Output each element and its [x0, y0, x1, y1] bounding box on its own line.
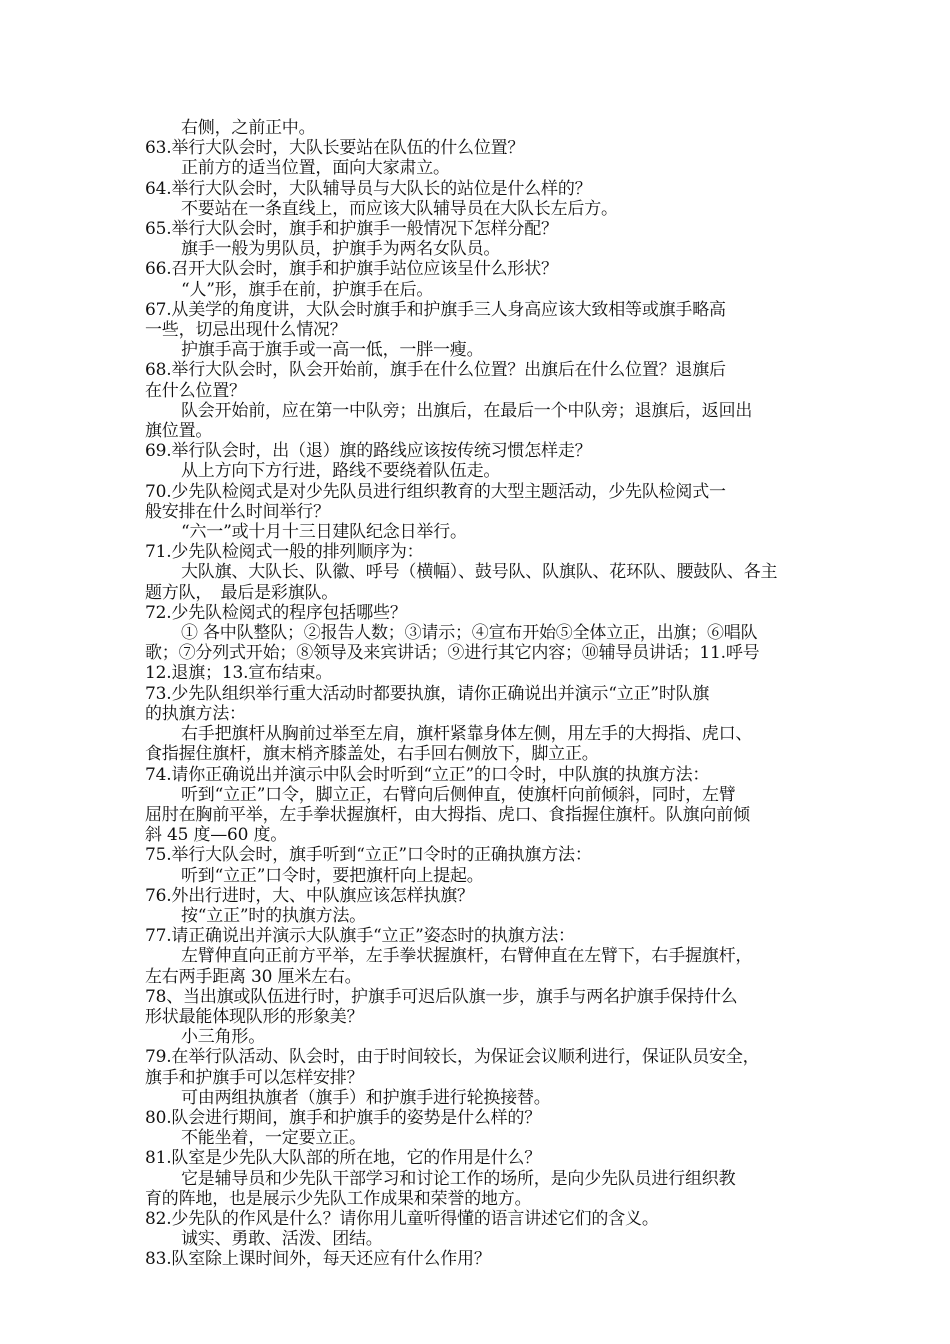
text-line: 旗手一般为男队员，护旗手为两名女队员。	[181, 239, 501, 260]
text-line: 在什么位置？	[145, 380, 246, 401]
text-line: 听到“立正”口令时，要把旗杆向上提起。	[181, 865, 484, 886]
text-line: 71.少先队检阅式一般的排列顺序为：	[145, 542, 424, 563]
text-line: 65.举行大队会时，旗手和护旗手一般情况下怎样分配？	[145, 219, 558, 240]
document-body	[145, 118, 807, 1270]
text-line: 育的阵地，也是展示少先队工作成果和荣誉的地方。	[145, 1188, 532, 1209]
text-line: 不要站在一条直线上，而应该大队辅导员在大队长左后方。	[181, 198, 618, 219]
text-line: “六一”或十月十三日建队纪念日举行。	[181, 522, 467, 543]
text-line: 按“立正”时的执旗方法。	[181, 905, 366, 926]
text-line: 69.举行队会时，出（退）旗的路线应该按传统习惯怎样走？	[145, 441, 592, 462]
text-line: 听到“立正”口令，脚立正，右臂向后侧伸直，使旗杆向前倾斜，同时，左臂	[181, 784, 736, 805]
text-line: 67.从美学的角度讲，大队会时旗手和护旗手三人身高应该大致相等或旗手略高	[145, 299, 726, 320]
text-line: 72.少先队检阅式的程序包括哪些？	[145, 602, 407, 623]
text-line: 68.举行大队会时，队会开始前，旗手在什么位置？出旗后在什么位置？退旗后	[145, 360, 726, 381]
text-line: 队会开始前，应在第一中队旁；出旗后，在最后一个中队旁；退旗后，返回出	[181, 400, 753, 421]
text-line: 屈肘在胸前平举，左手拳状握旗杆，由大拇指、虎口、食指握住旗杆。队旗向前倾	[145, 804, 750, 825]
text-line: 的执旗方法：	[145, 703, 246, 724]
text-line: 题方队， 最后是彩旗队。	[145, 582, 339, 603]
text-line: 83.队室除上课时间外，每天还应有什么作用？	[145, 1249, 491, 1270]
text-line: 可由两组执旗者（旗手）和护旗手进行轮换接替。	[181, 1087, 551, 1108]
text-line: 左臂伸直向正前方平举，左手拳状握旗杆，右臂伸直在左臂下，右手握旗杆，	[181, 946, 753, 967]
text-line: 77.请正确说出并演示大队旗手“立正”姿态时的执旗方法：	[145, 926, 575, 947]
text-line: 82.少先队的作风是什么？请你用儿童听得懂的语言讲述它们的含义。	[145, 1208, 659, 1229]
text-line: 右手把旗杆从胸前过举至左肩，旗杆紧靠身体左侧，用左手的大拇指、虎口、	[181, 724, 753, 745]
text-line: 70.少先队检阅式是对少先队员进行组织教育的大型主题活动，少先队检阅式一	[145, 481, 726, 502]
text-line: 75.举行大队会时，旗手听到“立正”口令时的正确执旗方法：	[145, 845, 592, 866]
text-line: 诚实、勇敢、活泼、团结。	[181, 1229, 383, 1250]
text-line: 79.在举行队活动、队会时，由于时间较长，为保证会议顺利进行，保证队员安全，	[145, 1047, 760, 1068]
text-line: 旗手和护旗手可以怎样安排？	[145, 1067, 364, 1088]
text-line: 大队旗、大队长、队徽、呼号（横幅）、鼓号队、队旗队、花环队、腰鼓队、各主	[181, 562, 778, 583]
text-line: 66.召开大队会时，旗手和护旗手站位应该呈什么形状？	[145, 259, 558, 280]
text-line: 护旗手高于旗手或一高一低，一胖一瘦。	[181, 340, 484, 361]
text-line: 不能坐着，一定要立正。	[181, 1128, 366, 1149]
text-line: 食指握住旗杆，旗末梢齐膝盖处，右手回右侧放下，脚立正。	[145, 744, 599, 765]
text-line: 12.退旗；13.宣布结束。	[145, 663, 333, 684]
text-line: 小三角形。	[181, 1027, 265, 1048]
text-line: 74.请你正确说出并演示中队会时听到“立正”的口令时，中队旗的执旗方法：	[145, 764, 710, 785]
text-line: 正前方的适当位置，面向大家肃立。	[181, 158, 450, 179]
text-line: 78、当出旗或队伍进行时，护旗手可迟后队旗一步，旗手与两名护旗手保持什么	[145, 986, 738, 1007]
text-line: 旗位置。	[145, 421, 213, 442]
text-line: 81.队室是少先队大队部的所在地，它的作用是什么？	[145, 1148, 542, 1169]
text-line: 76.外出行进时，大、中队旗应该怎样执旗？	[145, 885, 474, 906]
text-line: 64.举行大队会时，大队辅导员与大队长的站位是什么样的？	[145, 178, 592, 199]
text-line: “人”形，旗手在前，护旗手在后。	[181, 279, 434, 300]
text-line: 一些，切忌出现什么情况？	[145, 320, 347, 341]
text-line: 歌；⑦分列式开始；⑧领导及来宾讲话；⑨进行其它内容；⑩辅导员讲话；11.呼号	[145, 643, 760, 664]
text-line: ① 各中队整队；②报告人数；③请示；④宣布开始⑤全体立正，出旗；⑥唱队	[181, 623, 758, 644]
text-line: 63.举行大队会时，大队长要站在队伍的什么位置？	[145, 138, 525, 159]
text-line: 右侧，之前正中。	[181, 118, 316, 138]
text-line: 般安排在什么时间举行？	[145, 501, 330, 522]
text-line: 斜 45 度—60 度。	[145, 825, 288, 846]
text-line: 形状最能体现队形的形象美？	[145, 1006, 364, 1027]
text-line: 80.队会进行期间，旗手和护旗手的姿势是什么样的？	[145, 1107, 542, 1128]
text-line: 它是辅导员和少先队干部学习和讨论工作的场所，是向少先队员进行组织教	[181, 1168, 736, 1189]
text-line: 73.少先队组织举行重大活动时都要执旗，请你正确说出并演示“立正”时队旗	[145, 683, 710, 704]
text-line: 从上方向下方行进，路线不要绕着队伍走。	[181, 461, 501, 482]
text-line: 左右两手距离 30 厘米左右。	[145, 966, 362, 987]
